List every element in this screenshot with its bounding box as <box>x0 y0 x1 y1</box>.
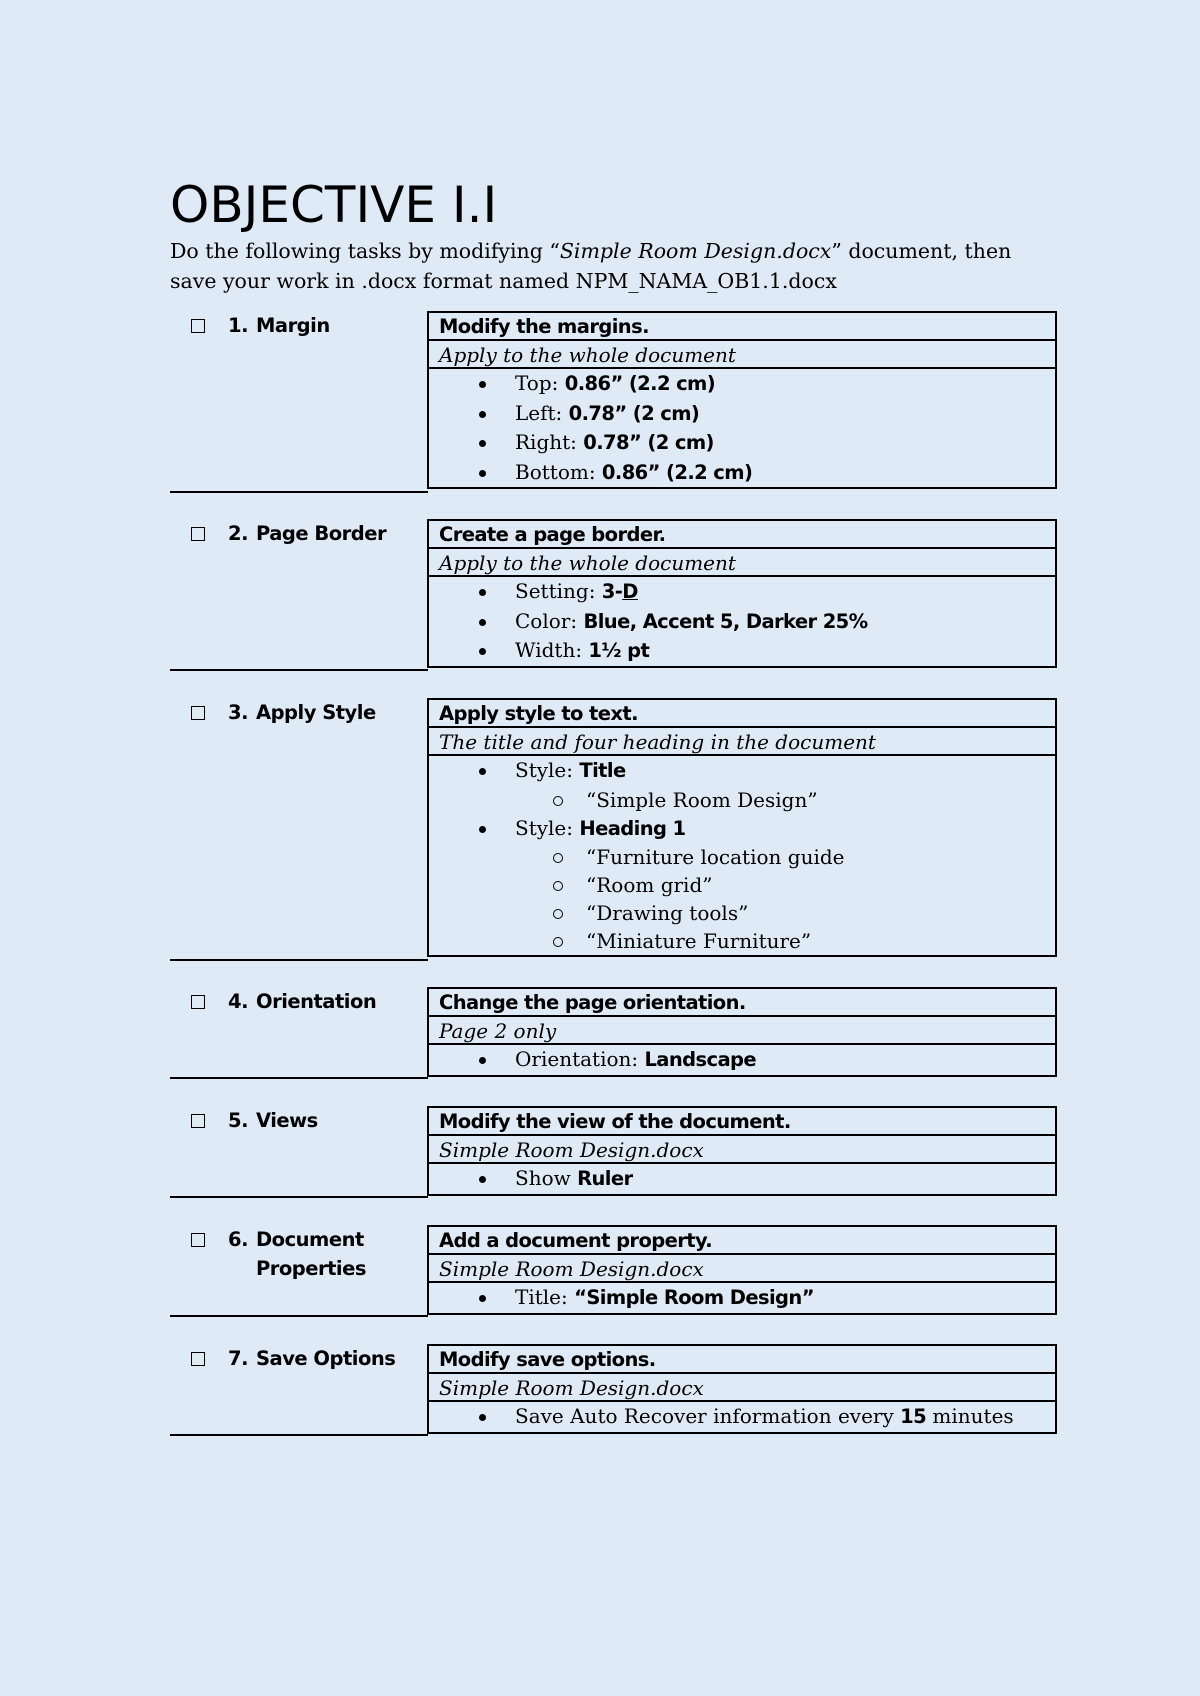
task-name: Views <box>256 1109 318 1132</box>
item-value: 0.86” (2.2 cm) <box>601 460 753 484</box>
task-name <box>256 1225 426 1283</box>
intro-post: ” document, then <box>831 239 1012 263</box>
task-checkbox-save-options[interactable] <box>191 1352 205 1366</box>
task-divider <box>170 1077 428 1079</box>
task-divider <box>170 1434 428 1436</box>
task-divider <box>170 959 428 961</box>
intro-line-1 <box>170 236 1070 266</box>
task-items <box>429 369 1055 487</box>
item-value: 0.86” (2.2 cm) <box>564 372 716 395</box>
task-checkbox-views[interactable] <box>191 1114 205 1128</box>
list-item <box>439 1402 1055 1432</box>
list-item <box>439 369 1055 399</box>
item-key: Show <box>515 1166 578 1190</box>
item-text: “Furniture location guide <box>586 845 845 869</box>
task-checkbox-orientation[interactable] <box>191 995 205 1009</box>
list-item <box>439 756 1055 786</box>
task-name: Page Border <box>256 522 387 545</box>
task-heading: Apply style to text. <box>429 700 1055 728</box>
task-heading: Add a document property. <box>429 1227 1055 1255</box>
task-divider <box>170 491 428 493</box>
item-value: Ruler <box>577 1167 633 1190</box>
task-divider <box>170 669 428 671</box>
task-detail-box <box>427 311 1057 489</box>
task-checkbox-document-properties[interactable] <box>191 1233 205 1247</box>
item-text: “Room grid” <box>586 873 713 897</box>
sub-list-item <box>439 843 1055 871</box>
list-item <box>439 399 1055 429</box>
item-key: Title: <box>515 1285 575 1309</box>
item-value: 3- <box>601 580 623 603</box>
task-items <box>429 577 1055 666</box>
list-item <box>439 428 1055 458</box>
task-number: 3. <box>228 701 248 724</box>
list-item <box>439 607 1055 637</box>
task-name: Apply Style <box>256 701 376 724</box>
task-name-line-1: Document <box>256 1228 364 1251</box>
item-text: “Simple Room Design” <box>586 787 818 812</box>
task-heading: Modify the margins. <box>429 313 1055 341</box>
task-detail-box <box>427 987 1057 1077</box>
task-scope: Apply to the whole document <box>429 341 1055 369</box>
item-key: Top: <box>515 371 565 395</box>
item-key: Setting: <box>515 579 602 603</box>
task-detail-box <box>427 1106 1057 1196</box>
item-key: Save Auto Recover information every <box>515 1404 901 1428</box>
task-detail-box <box>427 698 1057 957</box>
intro-text <box>170 236 1070 296</box>
task-name: Orientation <box>256 990 377 1013</box>
task-scope: Simple Room Design.docx <box>429 1374 1055 1402</box>
task-scope: The title and four heading in the document <box>429 728 1055 756</box>
task-number: 6. <box>228 1228 248 1251</box>
task-heading: Create a page border. <box>429 521 1055 549</box>
task-checkbox-margin[interactable] <box>191 319 205 333</box>
item-value: 0.78” (2 cm) <box>583 431 714 454</box>
task-number: 1. <box>228 314 248 337</box>
task-divider <box>170 1196 428 1198</box>
item-value-underlined: D <box>622 580 638 603</box>
list-item <box>439 814 1055 844</box>
item-key: Left: <box>515 400 569 425</box>
item-suffix: minutes <box>926 1404 1014 1428</box>
item-value: 15 <box>900 1405 927 1428</box>
list-item <box>439 458 1055 488</box>
item-key: Bottom: <box>515 459 602 484</box>
intro-doc-name: Simple Room Design.docx <box>559 239 832 263</box>
item-value: 1½ pt <box>588 639 650 662</box>
list-item <box>439 1045 1055 1075</box>
task-number: 7. <box>228 1347 248 1370</box>
task-name: Margin <box>256 314 330 337</box>
task-number: 5. <box>228 1109 248 1132</box>
item-value: Title <box>579 759 626 782</box>
item-key: Orientation: <box>515 1047 645 1071</box>
task-detail-box <box>427 519 1057 668</box>
item-value: “Simple Room Design” <box>574 1286 814 1309</box>
task-items <box>429 756 1055 955</box>
task-heading: Change the page orientation. <box>429 989 1055 1017</box>
task-number: 4. <box>228 990 248 1013</box>
item-key: Style: <box>515 758 580 782</box>
sub-list-item <box>439 871 1055 899</box>
item-value: 0.78” (2 cm) <box>568 401 700 425</box>
item-value: Blue, Accent 5, Darker 25% <box>583 609 868 633</box>
task-detail-box <box>427 1344 1057 1434</box>
item-key: Width: <box>515 638 589 662</box>
intro-line-2: save your work in .docx format named NPM_NAMA_OB1.1.docx <box>170 269 837 293</box>
sub-list-item <box>439 899 1055 927</box>
list-item <box>439 1164 1055 1194</box>
intro-pre: Do the following tasks by modifying “ <box>170 239 560 263</box>
sub-list-item <box>439 927 1055 955</box>
task-checkbox-apply-style[interactable] <box>191 706 205 720</box>
task-items <box>429 1283 1055 1313</box>
item-key: Color: <box>515 608 584 633</box>
item-text: “Miniature Furniture” <box>586 929 812 953</box>
task-items <box>429 1164 1055 1194</box>
item-value: Landscape <box>644 1048 757 1071</box>
task-heading: Modify the view of the document. <box>429 1108 1055 1136</box>
task-items <box>429 1045 1055 1075</box>
item-key: Style: <box>515 815 580 840</box>
task-scope: Simple Room Design.docx <box>429 1136 1055 1164</box>
list-item <box>439 577 1055 607</box>
task-checkbox-page-border[interactable] <box>191 527 205 541</box>
task-heading: Modify save options. <box>429 1346 1055 1374</box>
item-value: Heading 1 <box>579 816 686 840</box>
list-item <box>439 636 1055 666</box>
task-divider <box>170 1315 428 1317</box>
item-key: Right: <box>515 430 584 454</box>
item-text: “Drawing tools” <box>586 901 749 925</box>
sub-list-item <box>439 786 1055 814</box>
task-detail-box <box>427 1225 1057 1315</box>
task-number: 2. <box>228 522 248 545</box>
task-items <box>429 1402 1055 1432</box>
task-name: Save Options <box>256 1347 396 1370</box>
task-scope: Page 2 only <box>429 1017 1055 1045</box>
task-name-line-2: Properties <box>256 1257 366 1280</box>
list-item <box>439 1283 1055 1313</box>
task-scope: Apply to the whole document <box>429 549 1055 577</box>
task-scope: Simple Room Design.docx <box>429 1255 1055 1283</box>
page-title: OBJECTIVE I.I <box>170 176 498 234</box>
